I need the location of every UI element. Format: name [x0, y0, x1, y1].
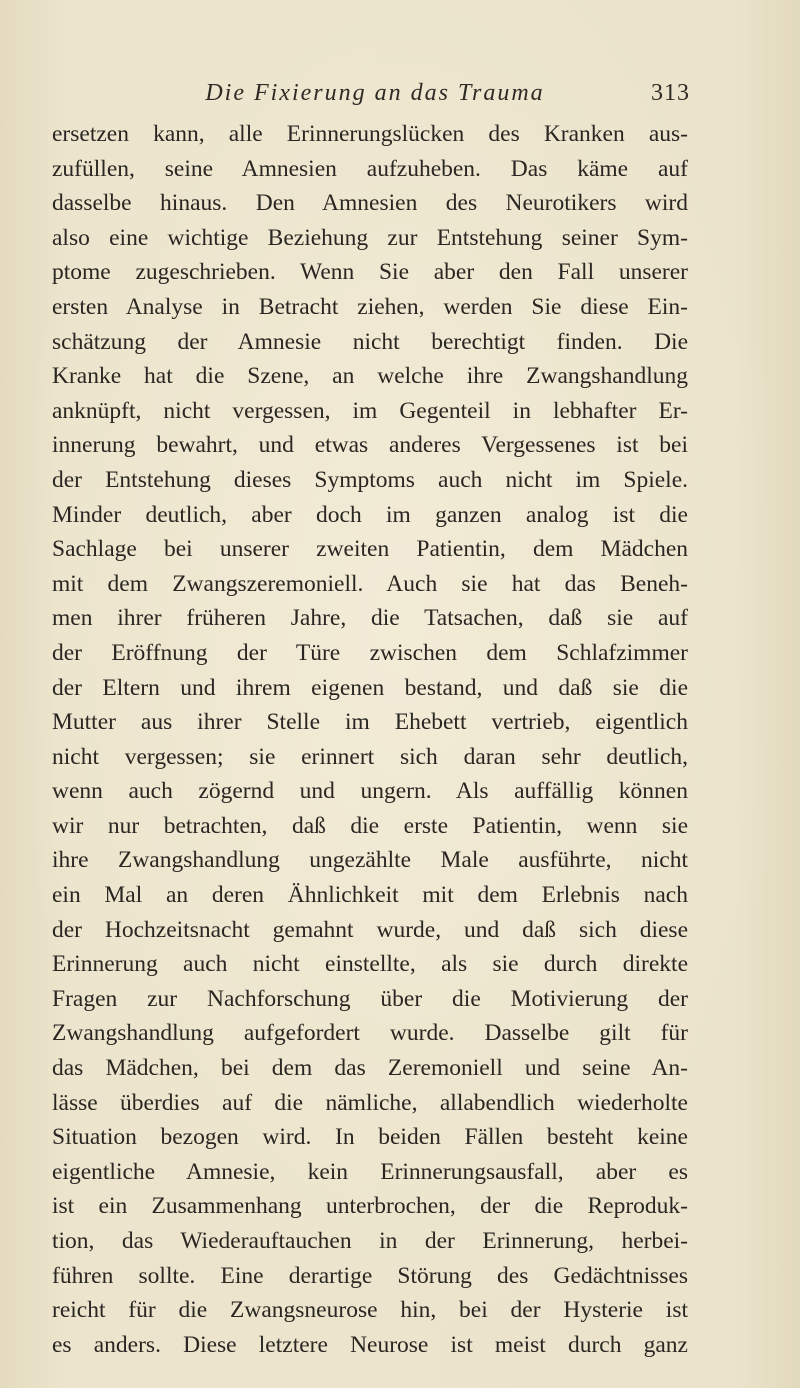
- text-line: Sachlage bei unserer zweiten Patientin, dem Mädchen: [52, 536, 688, 563]
- text-line: ein Mal an deren Ähnlichkeit mit dem Erlebnis nach: [52, 882, 688, 909]
- text-line: Zwangshandlung aufgefordert wurde. Dasselbe gilt für: [52, 1020, 688, 1047]
- running-head-title: Die Fixierung an das Trauma: [205, 80, 545, 106]
- text-line: also eine wichtige Beziehung zur Entstehung seiner Sym-: [52, 224, 688, 251]
- text-line: der Entstehung dieses Symptoms auch nicht im Spiele.: [52, 466, 688, 493]
- text-line: anknüpft, nicht vergessen, im Gegenteil in lebhafter Er-: [52, 397, 688, 424]
- text-line: der Eröffnung der Türe zwischen dem Schlafzimmer: [52, 639, 688, 666]
- running-head: [60, 78, 690, 108]
- text-line: mit dem Zwangszeremoniell. Auch sie hat das Beneh-: [52, 570, 688, 597]
- text-line: tion, das Wiederauftauchen in der Erinnerung, herbei-: [52, 1228, 688, 1254]
- text-line: schätzung der Amnesie nicht berechtigt finden. Die: [52, 328, 688, 355]
- text-line: dasselbe hinaus. Den Amnesien des Neurotikers wird: [52, 190, 688, 217]
- text-line: der Eltern und ihrem eigenen bestand, und daß sie die: [52, 674, 688, 701]
- text-line: men ihrer früheren Jahre, die Tatsachen, daß sie auf: [52, 605, 688, 632]
- text-line: Minder deutlich, aber doch im ganzen analog ist die: [52, 501, 688, 528]
- text-line: wir nur betrachten, daß die erste Patientin, wenn sie: [52, 812, 688, 839]
- text-line: ersten Analyse in Betracht ziehen, werden Sie diese Ein-: [52, 293, 688, 320]
- text-line: Mutter aus ihrer Stelle im Ehebett vertrieb, eigentlich: [52, 709, 688, 736]
- text-line: zufüllen, seine Amnesien aufzuheben. Das käme auf: [52, 155, 688, 182]
- text-line: nicht vergessen; sie erinnert sich daran sehr deutlich,: [52, 743, 688, 770]
- text-line: es anders. Diese letztere Neurose ist meist durch ganz: [52, 1331, 688, 1358]
- text-line: Kranke hat die Szene, an welche ihre Zwangshandlung: [52, 363, 688, 390]
- text-line: Fragen zur Nachforschung über die Motivierung der: [52, 985, 688, 1012]
- text-line: reicht für die Zwangsneurose hin, bei der Hysterie ist: [52, 1297, 688, 1324]
- text-line: der Hochzeitsnacht gemahnt wurde, und daß sich diese: [52, 916, 688, 943]
- text-line: ptome zugeschrieben. Wenn Sie aber den Fall unserer: [52, 259, 688, 286]
- text-line: ist ein Zusammenhang unterbrochen, der die Reproduk-: [52, 1193, 688, 1220]
- text-line: das Mädchen, bei dem das Zeremoniell und seine An-: [52, 1055, 688, 1082]
- text-line: ihre Zwangshandlung ungezählte Male ausführte, nicht: [52, 847, 688, 874]
- text-line: ersetzen kann, alle Erinnerungslücken des Kranken aus-: [52, 121, 688, 147]
- text-line: wenn auch zögernd und ungern. Als auffällig können: [52, 778, 688, 805]
- body-text: [52, 117, 688, 1362]
- text-line: führen sollte. Eine derartige Störung des Gedächtnisses: [52, 1262, 688, 1289]
- page-number: 313: [651, 80, 690, 106]
- text-line: Erinnerung auch nicht einstellte, als sie durch direkte: [52, 951, 688, 978]
- text-line: Situation bezogen wird. In beiden Fällen besteht keine: [52, 1124, 688, 1151]
- text-line: eigentliche Amnesie, kein Erinnerungsausfall, aber es: [52, 1158, 688, 1185]
- text-line: innerung bewahrt, und etwas anderes Vergessenes ist bei: [52, 432, 688, 459]
- text-line: lässe überdies auf die nämliche, allabendlich wiederholte: [52, 1089, 688, 1116]
